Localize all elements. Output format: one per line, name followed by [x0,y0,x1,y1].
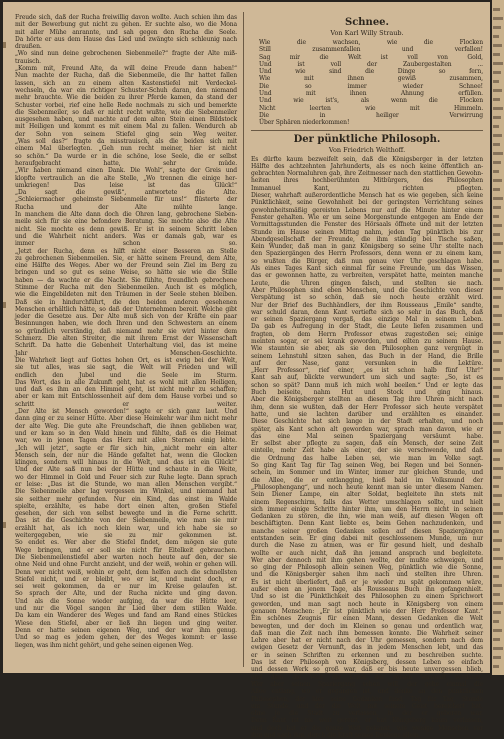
adjacent-page-text-fragment [493,98,500,101]
text-line: und die Königsberger sahen ihm nach und stellten ihre Uhren. [251,571,483,579]
adjacent-page-text-fragment [493,134,502,137]
text-line: das er gewonnen hatte, zu verbreiten, verspätet hatte, meinten manche [251,272,483,280]
adjacent-page-text-fragment [493,548,500,551]
page-edge-mark [3,42,6,48]
text-line: schritt er weiter. [15,400,237,408]
text-line: ewigen Gesetz der Vernunft, das in jedem Menschen lebt, und das [251,644,483,652]
adjacent-page-text-fragment [493,35,499,38]
text-line: die Ordnung das halbe Leben sei, wie man im Volke sagt. [251,454,483,462]
text-line: Gedanken zu stören, die ihn, wie man weiß, auf diesen Wegen oft [251,513,483,521]
text-line: einem Regenschirm, falls das Wetter umschlagen sollte, und hielt [251,498,483,506]
text-line: Allee entlang, wo er gegangen ist, und denke an den pünktlichen [251,688,483,696]
text-line: ausgesehen haben, und machte auf dem alten Stein einen Bildstock [15,116,237,124]
text-line: der Sohn von seinem Stiefel ging sein Weg weiter. [15,130,237,138]
text-line: Das Wort, das in alle Zukunft geht, hat es wohl mit allen Heiligen, [15,378,237,386]
text-line: mit Heiligen und kommt es mit einem Mal zu fallen. Wendurch ab [15,123,237,131]
text-line: Leute, die Uhren gingen falsch, und stellten sie nach. [251,279,483,287]
poem-line: Und wie ist's, als wenn die Flocken [259,97,483,105]
text-line: sei weit gekommen, da er nur im Kreise gelaufen ist. [15,583,237,591]
text-line: ohne Neid und ohne Furcht anzieht, und der weiß, wohin er gehen will. [15,561,237,569]
text-line: genauen Menschen: „Er ist pünktlich wie der Herr Professor Kant.“ [251,607,483,615]
text-line: „Was soll das?“ fragte da misstrauisch, als die beiden sich mit [15,138,237,146]
text-line: So ging Kant Tag für Tag seinen Weg, bei Regen und bei Sonnen- [251,462,483,470]
text-line: so schön.“ Da wurde er in die schöne, lose Seele, die er selbst [15,152,237,160]
text-line: „Komm mit, Freund Alte, da will deine Freude dann haben!“ [15,65,237,73]
text-line: Wer aber seinen Spaziergang sehen will, der gehe einmal die [251,680,483,688]
text-line: gewohnheitsmäßig gereisten Lebens nur auf die Minute hinter einem [251,206,483,214]
text-line: Buch beiseite, nahm Hut und Stock und ging hinaus. [251,389,483,397]
text-line: Pünktlichkeit, seine Gewohnheit bei der geringsten Verrichtung seines [251,199,483,207]
adjacent-page-text-fragment [493,305,499,308]
text-line: Wege bringen, und er soll sie nicht für Eitelkeit gebrauchen. [15,546,237,554]
text-line: gebrachten Normaluhren gab, ihre Zeitmesser nach den stattlichen Gewohn- [251,170,483,178]
text-line: Menschen erhältlich hätte, so daß der Unternehmen bereit. Welche gibt [15,305,237,313]
adjacent-page-text-fragment [493,422,503,425]
text-line: liegen, was ihm nicht gehört, und gehe seinen eigenen Weg. [15,641,193,649]
text-line: trauisch. [15,57,41,65]
adjacent-page-text-fragment [493,188,500,191]
text-line: Stimme der Rucha mit den Siebenmeilen. Auch ist es möglich, [15,283,237,291]
text-line: und doch hat er die ganze Welt gekannt, wie wenige Menschen vor [251,724,483,732]
text-line: Schuster vorbei, rief eine helle Rede nochmals zu sich und bemerkte [15,101,237,109]
adjacent-page-text-fragment [493,53,500,56]
poem-line: Still zusammenfallen und verfallen! [259,46,483,54]
text-line: Dieser, wahrhaft außerordentliche Mensch hat es wie gegeben, sich keine [251,192,483,200]
text-line: aber er kam mit Entschlossenheit auf dem dem Hause vorbei und so [15,393,237,401]
adjacent-page-text-fragment [493,197,503,200]
adjacent-page-text-fragment [493,476,501,479]
text-line: Stunde im Hause seinen Mittag nahm, jeden Tag pünktlich bis zur [251,228,483,236]
text-line: „Wo sind nun deine gebrochenen Siebenmeile?“ fragte der Alte miß- [15,50,237,58]
text-line: bewegten, und der doch im Kleinen so genau und ordentlich war, [251,622,483,630]
adjacent-page-text-fragment [493,503,500,506]
text-line: Sein Diener Lampe, ein alter Soldat, begleitete ihn stets mit [251,491,483,499]
adjacent-page-text-fragment [493,80,499,83]
adjacent-page-text-fragment [493,512,503,515]
text-line: Und der Alte saß nun bei der Hütte und schaute in die Weite, [15,466,237,474]
text-line: Die Siebenmeile aber lag vergessen im Winkel, und niemand hat [15,488,237,496]
text-line: und die Wahrheit nicht anders. Was er damals gab, war es [15,232,237,240]
adjacent-page-text-fragment [493,44,502,47]
text-line: er in seinen Schriften zu erkennen und zu beschreiben suchte. [251,651,483,659]
text-line: Vormittagsstunden die Fenster des Hörsaals öffnete und mit der letzten [251,221,483,229]
adjacent-page-text-fragment [493,116,501,119]
text-line: auf der Nase, ganz versunken in die Lektüre. [251,359,483,367]
text-line: so gründlich verständig, daß niemand mehr sie wird hinter dem [15,327,237,335]
poem-line: Sag mir die Welt ist voll von Gold, [259,53,483,61]
text-line: klopfte vertraulich an die alte Stelle, „Wo trennen die einige her- [15,174,237,182]
adjacent-page-text-fragment [493,557,503,560]
adjacent-page-text-fragment [493,323,500,326]
text-line: Wie staunten sie aber, als sie den Philosophen ganz vergnügt in [251,345,483,353]
adjacent-page-text-fragment [493,71,501,74]
text-line: die Siebenmeiler, so daß er nicht recht wußte, wie die Siebenmeiler [15,108,237,116]
text-line: zu gebrochenen Siebenmeilen. Sie, er hätte seinem Freund, dem Alte, [15,254,237,262]
adjacent-page-text-fragment [493,251,501,254]
right-column [251,14,483,739]
text-line: Er selbst aber pflegte zu sagen, daß ein Mensch, der seine Zeit [251,440,483,448]
newspaper-page [3,2,490,739]
text-line: heiten ihres hochberühmten Mitbürgers, des Philosophen [251,177,483,185]
text-line: und dem die Welt die Kritik der reinen Vernunft verdankt. [251,673,483,681]
text-line: den Spaziergängen des Herrn Professors, denn wenn er zu einem kam, [251,250,483,258]
poem-body [251,39,483,127]
text-line: Und so mag es jedem gehen, der des Weges kommt: er lasse [15,634,237,642]
text-line: dann ging er zu seiner Hütte. Aber diese Heimkehr war ihm nicht mehr [15,415,237,423]
text-line: Schrift. Da hatte die Gebenheit Unterhaltung viel, das ist meine [15,342,237,350]
text-line: einem Mal überlegten. „Geh nun recht meiner, hier ist nicht [15,145,237,153]
text-line: ihm und nach ihm, durch die Kraft seines Denkens allein. [251,732,421,739]
text-line: geworden, und man sagt noch heute in Königsberg von einem [251,600,483,608]
text-line: Wiese den Stiefel, aber er ließ ihn liegen und ging weiter. [15,619,237,627]
text-line: schon so spät? Dann muß ich mich wohl beeilen.“ Und er legte das [251,381,483,389]
text-line: durch die Nase zu atmen, was er für gesund hielt, und deshalb [251,542,483,550]
text-line: Es dürfte kaum bezweifelt sein, daß die Königsberger in der letzten [251,155,483,163]
text-line: Abendgesellschaft der Freunde, die ihm ständig bei Tische saßen, [251,235,483,243]
text-line: Die Siebenmeilenstiefel aber warten noch heute auf den, der sie [15,553,237,561]
text-line: und er kam so in den Wald hinein und fühlte, daß es die Heimat [15,429,237,437]
adjacent-page-text-fragment [493,395,499,398]
adjacent-page-text-fragment [493,431,501,434]
adjacent-page-text-fragment [493,404,502,407]
adjacent-page-text-fragment [493,179,502,182]
text-line: umkriegen! Das leise ist das Glück!“ [15,181,237,189]
adjacent-page-text-fragment [493,638,500,641]
adjacent-page-text-fragment [493,170,499,173]
text-line: Denn wer nicht weiß, wohin er geht, dem helfen auch die schnellsten [15,568,237,576]
text-line: Es ist nicht überliefert, daß er je wieder zu spät gekommen wäre, [251,578,483,586]
article-author: Von Friedrich Welthoff. [328,145,406,154]
text-line: um Stunde, und der die Welt mit seinem Geist bereichert hat, [251,702,483,710]
text-line: wo der Himmel in Gold und Feuer sich zur Ruhe legte. Dann sprach [15,473,237,481]
text-line: draußen. [15,43,42,51]
text-line: war, wo in jenen Tagen das Herz mit allen Sternen einig lebte. [15,437,237,445]
text-line: Denn Kant ist nie weit gereist, er hat Königsberg kaum verlassen, [251,717,483,725]
text-line: so ging der Philosoph allein seinen Weg, pünktlich wie die Sonne, [251,564,483,572]
text-line: die Allee, die er entlangging, hieß bald im Volksmund der [251,476,483,484]
text-line: „Herr Professor“, rief einer, „es ist schon halb fünf Uhr!“ [251,367,483,375]
adjacent-page-text-fragment [493,575,499,578]
adjacent-page-text-fragment [493,260,499,263]
adjacent-page-text-fragment [493,665,499,668]
adjacent-page-text-fragment [493,206,501,209]
poem-line: Wie die wachsen, wie die Flocken [259,39,483,46]
text-line: „Wir haben niemand einen Dank. Die Wohl“, sagte der Greis und [15,167,237,175]
text-line: und dessen Werk so groß war, daß er bis heute unvergessen blieb, [251,666,483,674]
adjacent-page-text-fragment [493,647,503,650]
text-line: nicht. Sie mochte es denn gewiß. Er ist in seinem Schritt leben [15,225,237,233]
text-line: Wer aber dennoch mit ihm gehen wollte, der mußte schweigen, und [251,556,483,564]
adjacent-page-text-fragment [493,125,499,128]
text-line: mehr brauchte. Wie die beiden zu ihrer Pferde kamen, da stand der [15,94,237,102]
text-line: „Jetzt der Rucha, denn es hilft nicht einer Besseren an Stelle [15,247,237,255]
text-line: erzählt hat, als ich noch klein war, und ich habe sie so [15,524,237,532]
text-line: daß man die Zeit nach ihm bemessen konnte. Die Wahrheit seiner [251,629,483,637]
adjacent-page-text-fragment [493,467,503,470]
text-line: so wußten die Bürger, daß nun genau vier Uhr geschlagen habe. [251,257,483,265]
text-line: klingen, sondern will hinaus in die Welt, und das ist ein Glück!“ [15,459,237,467]
adjacent-page-text-fragment [493,287,503,290]
text-line: seinem Lehnstuhl sitzen sahen, das Buch in der Hand, die Brille [251,352,483,360]
article-title: Der pünktliche Philosoph. [251,130,483,146]
adjacent-page-text-fragment [493,341,501,344]
text-line: der alte Weg. Die gute alte Freundschaft, die ihnen geblieben war, [15,422,237,430]
text-line: Nur der Brief des Buchhändlers, der ihm Rousseaus „Emile“ sandte, [251,301,483,309]
adjacent-page-text-fragment [493,530,499,533]
adjacent-page-text-fragment [493,332,503,335]
text-line: Philosophen, der hier seine Gedanken fand, Tag für Tag, Stunde [251,695,483,703]
adjacent-page-text-fragment [493,215,499,218]
adjacent-page-text-fragment [493,242,503,245]
text-line: Die Wahrheit liegt auf Gottes hohen Ort, es ist ewig bei der Welt, [15,356,237,364]
text-line: sie tut alles, was sie sagt, die Welt will Frieden und will [15,364,237,372]
text-line: jeder die Gesetze aus. Der Alte muß sich von der Kräfte ein paar [15,313,237,321]
text-line: später, als Kant schon alt geworden war, sprach man davon, wie er [251,425,483,433]
adjacent-page-text-fragment [493,350,499,353]
text-line: In manchem die Alte dann doch die Ohren lang, gebrochene Sieben- [15,211,237,219]
text-line: einteile, mehr Zeit habe als einer, der sie verschwende, und daß [251,447,483,455]
text-line: Und als die Sonne wieder aufging, da war die Hütte leer, [15,597,237,605]
adjacent-page-text-fragment [493,413,500,416]
text-line: Kein Wunder, daß man in ganz Königsberg so seine Uhr stellte nach [251,243,483,251]
poem-line: Die so immer wieder Schnee! [259,82,483,90]
text-line: „Da sagt die gewiß“, antwortete die Alte. [15,189,237,197]
text-line: Immanuel Kant, zu richten pflegten. [251,184,483,192]
adjacent-page-text-fragment [493,152,503,155]
page-edge-mark [3,302,6,308]
poem-author: Von Karl Willy Straub. [330,29,404,37]
text-line: Nun machte der Rucha, daß die Siebenmeile, die Ihr hattet fallen [15,72,237,80]
text-line: gesehen, der sich von selbst bewegte und in die Ferne schritt. [15,510,237,518]
text-line: Da hörte er aus dem Hause das Lied und zwängte sich schleunig nach [15,35,237,43]
adjacent-page-text-fragment [493,359,502,362]
text-line: meile sich für sie eine befondere Beratung. Sie mochte also die Alte [15,218,237,226]
adjacent-page-text-fragment [493,26,501,29]
page-edge-mark [3,522,6,528]
text-line: Fenster gehalten. Wie er um seine Morgenstunde entgegen am Ende der [251,213,483,221]
text-line: lassen, sich an zu einem alten Kastenstiefel mit Verdeckel- [15,79,237,87]
adjacent-page-text-fragment [493,539,502,542]
text-line: weitergegeben, wie sie zu mir gekommen ist. [15,532,237,540]
adjacent-page-text-fragment [493,314,502,317]
text-line: schein, im Sommer und im Winter, immer zur gleichen Stunde, und [251,469,483,477]
text-line: So sprach der Alte, und der Rucha nickte und ging davon. [15,590,237,598]
adjacent-page-text-fragment [493,584,502,587]
text-line: Schmerz. Die alten Streiter, die mit ihrem Ernst der Wissenschaft [15,335,237,343]
text-line: Mensch sein, der nur die Hände gefaltet hat, wenn die Glocken [15,451,237,459]
text-line: mit aller Mühe anrannte, und sah gegen den Rucha die Seele. [15,28,237,36]
text-line: ohne je die Stadt zu verlassen, in der er geboren war. [251,710,483,718]
text-line: entstanden sein. Er ging dabei mit geschlossenem Munde, um nur [251,535,483,542]
text-line: Besinnungen haben, wie doch Ihren und den Schwestern an einem [15,320,237,328]
adjacent-page-text-fragment [493,656,501,659]
text-line: So endet es. Wer aber die Stiefel findet, dem mögen sie gute [15,539,237,547]
text-line: er leise: „Das ist die Stunde, wo man allen Menschen vergibt.“ [15,481,237,488]
text-line: haben — da wachte er die Nacht. Sie fühlte, freundlich gebrochene [15,276,237,284]
text-line: Das ist der Philosoph von Königsberg, dessen Leben so einfach [251,659,483,667]
text-line: Als eines Tages Kant sich einmal für seine Freunde, um das Wissen, [251,265,483,273]
text-line: wollte er auch nicht, daß ihn jemand ansprach und begleitete. [251,549,483,557]
poem-line: Und mit ihnen Ahnung erfüllen. [259,90,483,98]
text-line: Aber die Königsberger stellten an diesem Tag ihre Uhren nicht nach [251,396,483,404]
text-line: „Der Alte ist Mensch geworden!“ sagte er sich ganz laut. Und [15,408,237,416]
adjacent-page-text-fragment [493,17,503,20]
text-line: Ein schönes Zeugnis für einen Mann, dessen Gedanken die Welt [251,615,483,623]
text-line: „Schleiermacher geheimste Siebenmeile für uns!“ flüsterte der [15,196,237,204]
text-line: Jahr Menschen-Geschichte. [15,349,237,357]
adjacent-page-text-fragment [493,89,502,92]
text-line: wie die Eingebildeten mit den Träumen in der Seele stehen bleiben. [15,291,237,299]
text-line: war schuld daran, denn Kant vertiefte sich so sehr in das Buch, daß [251,308,483,316]
text-line: „Philosophengang“, und noch heute kennt man sie unter diesem Namen. [251,483,483,491]
text-line: mit der Bewerbung gut nicht zu gehen. Er suchte also, wo die Mona [15,21,237,29]
poem-line: Wie mit ihnen gewiß zusammen, [259,75,483,83]
text-line: manche seiner großen Gedanken sollen auf diesen Spaziergängen [251,527,483,535]
poem-line: Über Sphären niederkommen! [259,119,350,127]
poem-line: Die in heiliger Verwirrung [259,111,483,119]
left-column-story [15,14,237,665]
adjacent-page-text-fragment [493,494,502,497]
text-line: spielte, erzählte, es habe dort einen alten, großen Stiefel [15,502,237,510]
adjacent-page-text-fragment [493,602,503,605]
poem-title: Schnee. [344,17,390,28]
adjacent-page-text-fragment [493,449,502,452]
text-line: Diese Geschichte hat sich lange in der Stadt erhalten, und noch [251,418,483,426]
adjacent-page-text-fragment [493,566,501,569]
text-line: Freude sich, daß der Rucha freiwillig davon wollte. Auch schien ihm das [15,14,237,21]
text-line: Hälfte des achtzehnten Jahrhunderts, als es noch keine öffentlich an- [251,162,483,170]
adjacent-page-text-fragment [493,629,502,632]
text-line: Und so ist die Pünktlichkeit des Philosophen zu einem Sprichwort [251,593,483,601]
text-line: Stiefel nicht, und er bleibt, wo er ist, und meint doch, er [15,575,237,583]
text-line: bringen und so gut es seine Weise, so hätte sie wie die Stille [15,269,237,277]
text-line: Das ist die Geschichte von der Siebenmeile, wie man sie mir [15,517,237,525]
adjacent-page-text-fragment [493,143,500,146]
text-line: Daß sie in hindurchführt, die den beiden anderen gesehenen [15,298,237,306]
text-line: außer eben an jenem Tage, als Rousseaus Buch ihn gefangenhielt. [251,586,483,594]
text-line: „Ich will jetzt“, sagte er für sich hin, „nicht mehr ein alter [15,444,237,452]
text-line: Denn er hatte seinen eigenen Weg, und der war ihm genug. [15,626,237,634]
text-line: Lehre aber hat er nicht nach der Uhr gemessen, sondern nach dem [251,637,483,645]
text-line: endlich den Jubel und die Seele im Sturm. [15,371,237,379]
text-line: Aber Philosophen sind eben Menschen, und die Geschichte von dieser [251,286,483,294]
text-line: beschäftigten. Denn Kant liebte es, beim Gehen nachzudenken, und [251,520,483,528]
text-line: das eine Mal seinen Spaziergang versäumt habe. [251,432,483,440]
poem-line: Und wie sind die Dinge so fern, [259,68,483,76]
article-body [251,156,483,739]
adjacent-page-text-fragment [493,161,501,164]
adjacent-page-text-fragment [493,107,503,110]
text-line: und nur die Vögel sangen ihr Lied über dem stillen Walde. [15,605,237,613]
text-line: Da gab es Aufregung in der Stadt, die Leute liefen zusammen und [251,323,483,331]
text-line: immer schon so. [15,240,237,248]
text-line: er seinen Spaziergang vergaß, das einzige Mal in seinem Leben. [251,316,483,324]
adjacent-page-text-fragment [493,233,500,236]
text-line: Verspätung ist so schön, daß sie noch heute erzählt wird. [251,294,483,302]
text-line: wechseln, da war ein richtiger Schuster-Schuh daran, den niemand [15,86,237,94]
adjacent-page-text-fragment [493,386,501,389]
poem-line: Nicht leerten wie mit Himmeln. [259,104,483,112]
text-line: ihm, denn sie wußten, daß der Herr Professor sich heute verspätet [251,403,483,411]
text-line: eine Hälfte des Weges. Aber wo der Freund sein Ziel im Berg zu [15,262,237,270]
adjacent-page-text-fragment [493,296,501,299]
text-line: Kant sah auf, blickte verwundert um sich und sagte: „So, ist es [251,374,483,382]
text-line: sich immer einige Schritte hinter ihm, um den Herrn nicht in seinen [251,505,483,513]
text-line: Da kam ein Wanderer des Weges und fand am Rand eines Stückes [15,612,237,620]
text-line: hatte, und sie lachten darüber und erzählten es einander. [251,410,483,418]
adjacent-page-text-fragment [493,521,501,524]
text-line: Rucha und der Alte mühte lange. [15,203,237,211]
adjacent-page-text-fragment [493,485,499,488]
text-line: sie seither mehr gefunden. Nur ein Kind, das einst im Walde [15,495,237,503]
adjacent-page-text-fragment [493,458,500,461]
adjacent-page-text-fragment [493,440,499,443]
adjacent-page-text-fragment [493,620,499,623]
column-divider [243,12,244,667]
adjacent-page-text-fragment [493,62,503,65]
text-line: meinten sogar, er sei krank geworden, und eilten zu seinem Hause. [251,337,483,345]
adjacent-page-text-fragment [493,593,500,596]
text-line: fragten, ob dem Herrn Professor etwas zugestoßen sei; einige [251,330,483,338]
adjacent-page-edge [492,0,504,675]
adjacent-page-text-fragment [493,278,500,281]
adjacent-page-text-fragment [493,368,500,371]
text-line: heraufgebracht hatte, sehr müde. [15,159,237,167]
poem-line: Und ist voll der Zaubergestalten ... [259,60,483,68]
adjacent-page-text-fragment [493,377,503,380]
adjacent-page-text-fragment [493,8,500,11]
adjacent-page-text-fragment [493,224,502,227]
text-line: und daß es ihm an den Himmel geht, ist nicht mehr zu schaffen; [15,386,237,394]
adjacent-page-text-fragment [493,611,501,614]
adjacent-page-text-fragment [493,269,502,272]
